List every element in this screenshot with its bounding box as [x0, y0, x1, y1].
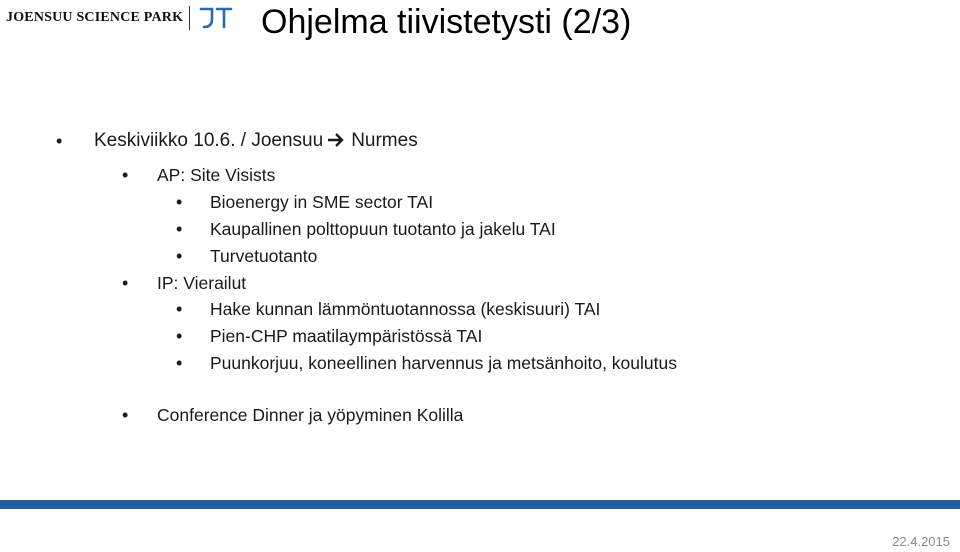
bullet-icon: •	[176, 353, 183, 373]
logo-divider	[189, 6, 190, 30]
page-title: Ohjelma tiivistetysti (2/3)	[261, 3, 632, 41]
bullet-icon: •	[176, 326, 183, 346]
list-item-text: Kaupallinen polttopuun tuotanto ja jakelu TAI	[210, 219, 556, 239]
list-item-text: Turvetuotanto	[210, 246, 318, 266]
bullet-icon: •	[122, 405, 129, 425]
arrow-right-icon	[327, 132, 345, 148]
logo-text: JOENSUU SCIENCE PARK	[6, 10, 184, 25]
agenda-day-destination: Nurmes	[351, 130, 418, 151]
bullet-icon: •	[122, 165, 129, 185]
ip-heading-text: IP: Vierailut	[157, 273, 247, 293]
bullet-icon: •	[56, 131, 63, 151]
dinner-item-text: Conference Dinner ja yöpyminen Kolilla	[157, 405, 464, 425]
agenda-day-text	[94, 129, 418, 153]
list-item-text: Bioenergy in SME sector TAI	[210, 192, 434, 212]
list-item-text: Pien-CHP maatilaympäristössä TAI	[210, 326, 483, 346]
bullet-icon: •	[176, 192, 183, 212]
footer-bar	[0, 500, 960, 509]
footer-date: 22.4.2015	[892, 534, 950, 549]
list-item-text: Hake kunnan lämmöntuotannossa (keskisuuri) TAI	[210, 299, 601, 319]
bullet-icon: •	[176, 299, 183, 319]
ap-heading-text: AP: Site Visists	[157, 165, 276, 185]
agenda-day-prefix: Keskiviikko 10.6. / Joensuu	[94, 130, 324, 151]
logo-mark-icon	[198, 6, 234, 30]
bullet-icon: •	[176, 219, 183, 239]
bullet-icon: •	[122, 273, 129, 293]
list-item-text: Puunkorjuu, koneellinen harvennus ja metsänhoito, koulutus	[210, 353, 677, 373]
bullet-icon: •	[176, 246, 183, 266]
joensuu-science-park-logo	[6, 5, 234, 31]
